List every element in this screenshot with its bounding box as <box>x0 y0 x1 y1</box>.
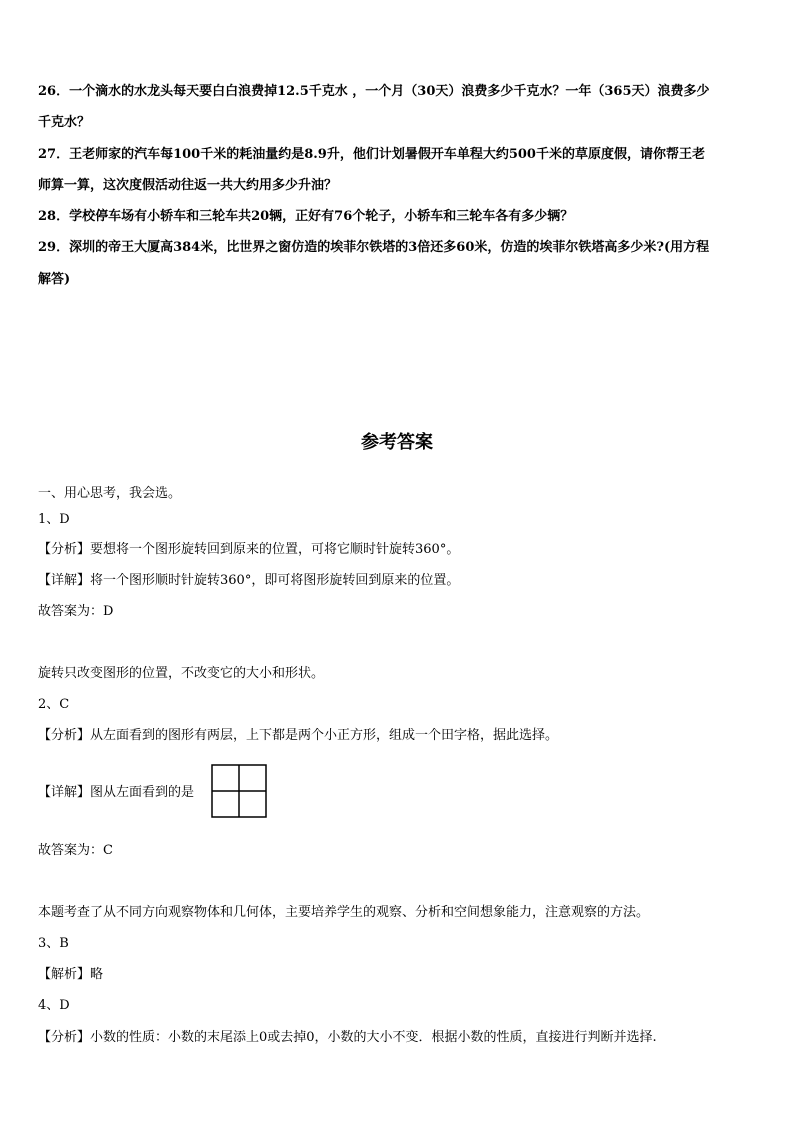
answer-1-analysis: 【分析】要想将一个图形旋转回到原来的位置，可将它顺时针旋转360°。 <box>38 542 460 557</box>
question-26-line-1: 26．一个滴水的水龙头每天要白白浪费掉12.5千克水 ，一个月（30天）浪费多少千克水？一年（365天）浪费多少 <box>38 84 710 99</box>
answers-title: 参考答案 <box>361 432 433 453</box>
question-29-line-2: 解答) <box>38 272 71 287</box>
answer-1-number: 1、D <box>38 512 70 527</box>
question-26-line-2: 千克水？ <box>38 115 91 130</box>
answer-3-explanation: 【解析】略 <box>38 967 104 982</box>
question-27-line-1: 27．王老师家的汽车每100千米的耗油量约是8.9升，他们计划暑假开车单程大约500千米的草原度假，请你帮王老 <box>38 147 705 162</box>
answer-2-note: 本题考查了从不同方向观察物体和几何体，主要培养学生的观察、分析和空间想象能力，注意观察的方法。 <box>38 905 650 920</box>
answer-2-number: 2、C <box>38 697 70 712</box>
answer-1-note: 旋转只改变图形的位置，不改变它的大小和形状。 <box>38 666 325 681</box>
answer-2-detail: 【详解】图从左面看到的是 <box>38 785 195 800</box>
answer-2-analysis: 【分析】从左面看到的图形有两层，上下都是两个小正方形，组成一个田字格，据此选择。 <box>38 728 559 743</box>
answer-4-number: 4、D <box>38 998 70 1013</box>
answer-3-number: 3、B <box>38 936 69 951</box>
answer-4-analysis: 【分析】小数的性质：小数的末尾添上0或去掉0，小数的大小不变．根据小数的性质，直接进行判断并选择. <box>38 1030 657 1045</box>
tian-grid-figure <box>211 764 267 818</box>
question-28-line-1: 28．学校停车场有小轿车和三轮车共20辆，正好有76个轮子，小轿车和三轮车各有多少辆？ <box>38 209 574 224</box>
answer-1-result: 故答案为：D <box>38 604 114 619</box>
answer-2-result: 故答案为：C <box>38 843 113 858</box>
section-heading: 一、用心思考，我会选。 <box>38 486 182 501</box>
question-29-line-1: 29．深圳的帝王大厦高384米，比世界之窗仿造的埃菲尔铁塔的3倍还多60米，仿造的埃菲尔铁塔高多少米?(用方程 <box>38 240 710 255</box>
answer-1-detail: 【详解】将一个图形顺时针旋转360°，即可将图形旋转回到原来的位置。 <box>38 573 460 588</box>
question-27-line-2: 师算一算，这次度假活动往返一共大约用多少升油？ <box>38 178 338 193</box>
